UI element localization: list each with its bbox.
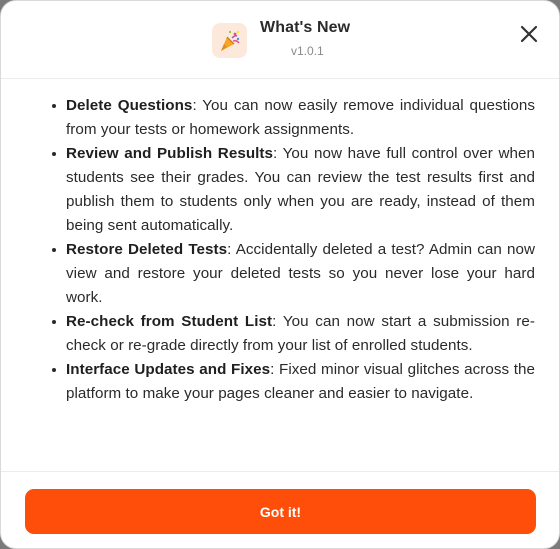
note-heading: Delete Questions [66,97,193,114]
release-notes-content [1,79,559,471]
dialog-footer [1,471,559,549]
dialog-title: What's New [260,19,351,36]
version-label: v1.0.1 [291,44,324,58]
dialog-header [1,1,559,79]
list-item [66,238,535,310]
release-notes-list [49,94,535,406]
party-popper-icon [218,29,242,53]
list-item [66,94,535,142]
note-text: : You can now easily remove individual questions from your tests or homework assignments. [66,97,535,138]
party-popper-icon [212,23,247,58]
note-heading: Review and Publish Results [66,145,274,162]
note-heading: Restore Deleted Tests [66,241,228,258]
note-text: : You can now start a submission re-check or re-grade directly from your list of enrolled students. [66,313,535,354]
list-item [66,358,535,406]
list-item [66,310,535,358]
got-it-button[interactable]: Got it! [25,489,536,534]
note-text: : You now have full control over when students see their grades. You can review the test results first and publish them to students only when you are ready, instead of them being sent automatically. [66,145,535,234]
note-text: : Fixed minor visual glitches across the platform to make your pages cleaner and easier to navigate. [66,361,535,402]
close-button[interactable] [513,18,545,50]
list-item [66,142,535,238]
note-text: : Accidentally deleted a test? Admin can now view and restore your deleted tests so you never lose your hard work. [66,241,536,306]
note-heading: Re-check from Student List [66,313,273,330]
close-icon [520,25,538,43]
note-heading: Interface Updates and Fixes [66,361,271,378]
